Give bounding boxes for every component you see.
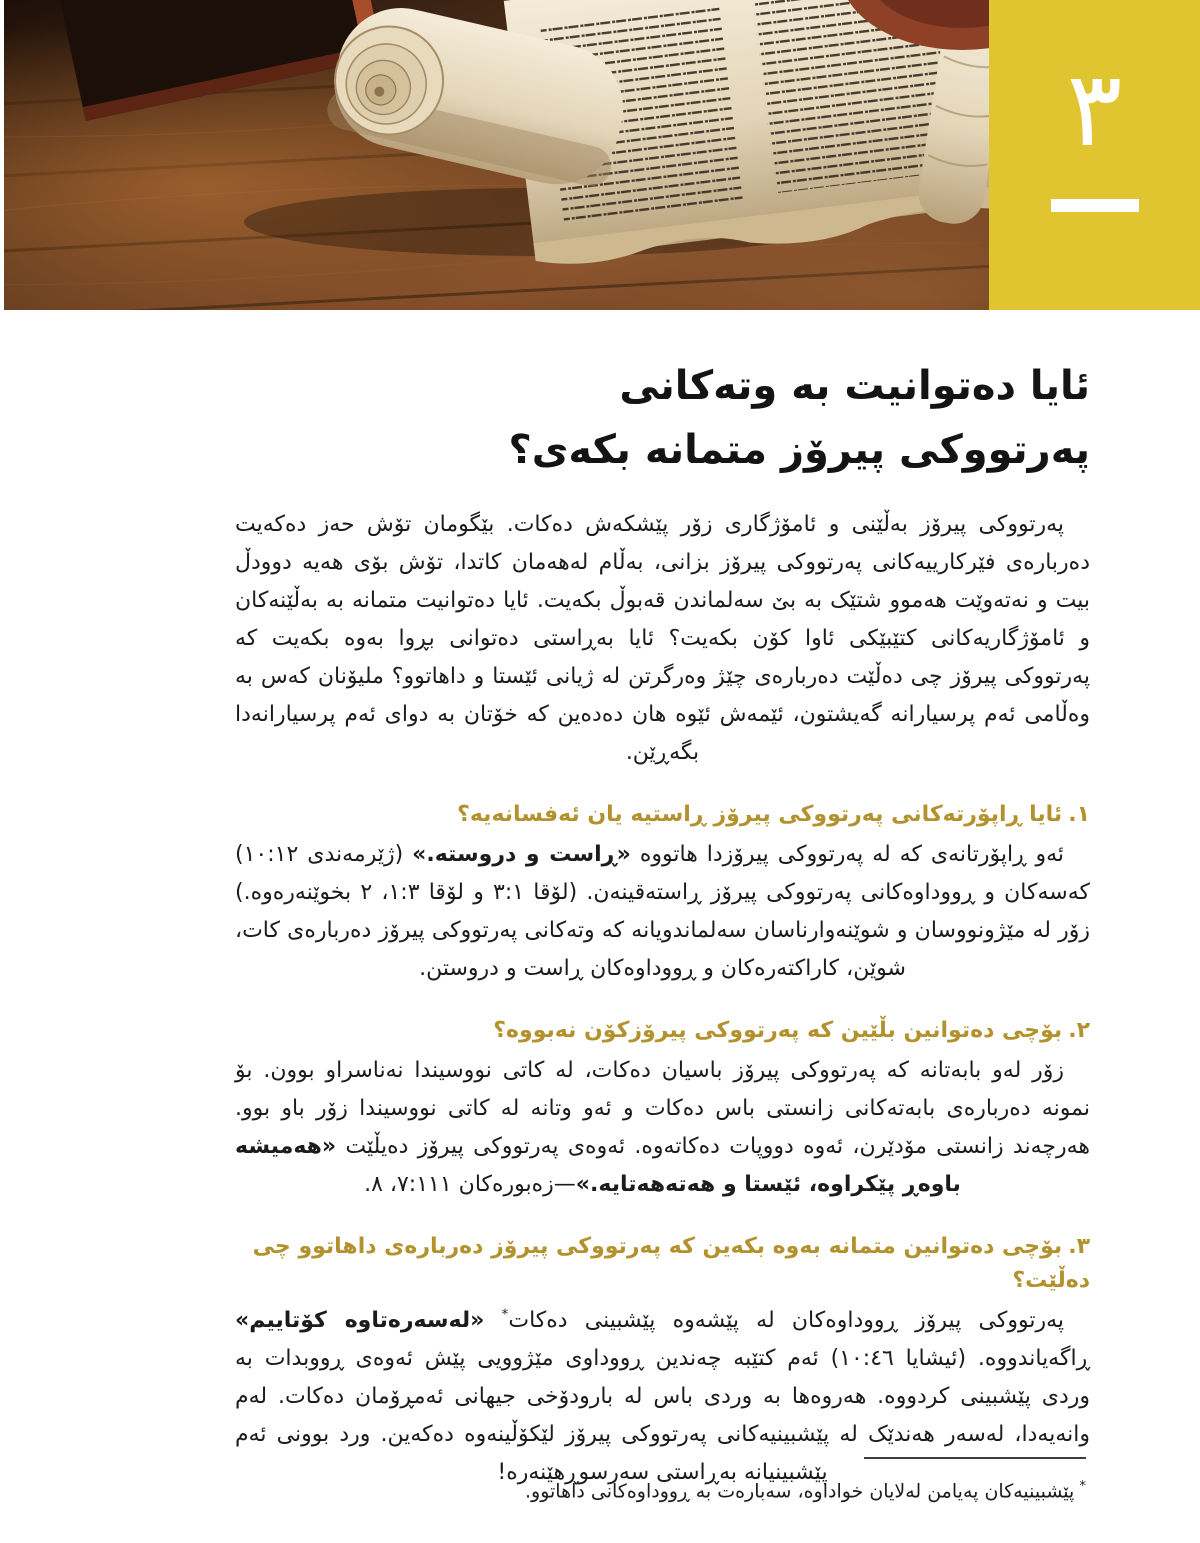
question-2-heading (235, 1014, 1090, 1048)
page-title-line-2: پەرتووکی پیرۆز متمانە بکەی؟ (508, 427, 1090, 473)
question-1-answer: ئەو ڕاپۆرتانەی کە لە پەرتووکی پیرۆزدا هاتووە «ڕاست و دروستە.» (ژێرمەندی ١٠:١٢) کەسەکان و ڕووداوەکانی پەرتووکی پیرۆز ڕاستەقینەن. (لۆقا ٣:١ و لۆقا ١:٣، ٢ بخوێنەرەوە.) زۆر لە مێژونووسان و شوێنەوارناسان سەلماندویانە کە وتەکانی پەرتووکی پیرۆز دەربارەی کات، شوێن، کاراکتەرەکان و ڕووداوەکان ڕاست و دروستن. (235, 842, 1090, 981)
question-2-answer: زۆر لەو بابەتانە کە پەرتووکی پیرۆز باسیان دەکات، لە کاتی نووسیندا نەناسراو بوون. بۆ نمونە دەربارەی بابەتەکانی زانستی باس دەکات و ئەو وتانە لە کاتی نووسیندا زۆر باو بوو. هەرچەند زانستی مۆدێرن، ئەوە دووپات دەکاتەوە. ئەوەی پەرتووکی پیرۆز دەیڵێت «هەمیشە باوەڕ پێکراوە، ئێستا و هەتەهەتایە.»—زەبورەکان ٧:١١١، ٨. (235, 1058, 1090, 1197)
article-column (235, 310, 1090, 1492)
question-3-heading-text: بۆچی دەتوانین متمانە بەوە بکەین کە پەرتووکی پیرۆز دەربارەی داهاتوو چی دەڵێت؟ (252, 1234, 1090, 1293)
chapter-number: ٣ (1066, 48, 1123, 170)
page-title (235, 354, 1090, 482)
footnote-divider-rule (864, 1457, 1086, 1459)
hero-band (0, 0, 1200, 310)
question-block-2 (235, 1014, 1090, 1204)
hero-photo (4, 0, 989, 310)
footnote-area (525, 1457, 1086, 1505)
footnote-text-line (525, 1473, 1086, 1505)
question-1-number: ١. (1068, 802, 1090, 827)
question-2-heading-text: بۆچی دەتوانین بڵێین کە پەرتووکی پیرۆزکۆن نەبووە؟ (493, 1018, 1063, 1043)
question-3-answer: پەرتووکی پیرۆز ڕووداوەکان لە پێشەوە پێشبینی دەکات* «لەسەرەتاوە کۆتاییم» ڕاگەیاندووە. (ئیشایا ١٠:٤٦) ئەم کتێبە چەندین ڕووداوی مێژوویی پێش ئەوەی ڕووبدات بە وردی پێشبینی کردووە. هەروەها بە وردی باس لە بارودۆخی جیهانی ئەمڕۆمان دەکات. لەم وانەیەدا، لەسەر هەندێک لە پێشبینیەکانی پەرتووکی پیرۆز لێکۆڵینەوە دەکەین. ورد بوونی ئەم پێشبینیانە بەڕاستی سەرسوڕهێنەرە! (235, 1306, 1090, 1485)
question-3-number: ٣. (1068, 1234, 1090, 1259)
question-block-1 (235, 798, 1090, 988)
chapter-underline-rule (1051, 199, 1139, 212)
question-3-heading (235, 1230, 1090, 1298)
question-1-heading (235, 798, 1090, 832)
intro-paragraph: پەرتووکی پیرۆز بەڵێنی و ئامۆژگاری زۆر پێشکەش دەکات. بێگومان تۆش حەز دەکەیت دەربارەی فێرکارییەکانی پەرتووکی پیرۆز بزانی، بەڵام لەهەمان کاتدا، تۆش بۆی هەیە دوودڵ بیت و نەتەوێت هەموو شتێک بە بێ سەلماندن قەبوڵ بکەیت. ئایا دەتوانیت متمانە بە بەڵێنەکان و ئامۆژگاریەکانی کتێبێکی ئاوا کۆن بکەیت؟ ئایا بەڕاستی دەتوانی بڕوا بەوە بکەیت کە پەرتووکی پیرۆز چی دەڵێت دەربارەی چێژ وەرگرتن لە ژیانی ئێستا و داهاتوو؟ ملیۆنان کەس بە وەڵامی ئەم پرسیارانە گەیشتون، ئێمەش ئێوە هان دەدەین کە خۆتان بە دوای ئەم پرسیارانەدا بگەڕێن. (235, 512, 1090, 765)
question-1-heading-text: ئایا ڕاپۆرتەکانی پەرتووکی پیرۆز ڕاستیە یان ئەفسانەیە؟ (457, 802, 1063, 827)
page-title-line-1: ئایا دەتوانیت بە وتەکانی (619, 363, 1090, 409)
footnote-marker: * (1079, 1478, 1086, 1494)
question-block-3 (235, 1230, 1090, 1492)
chapter-number-box (989, 0, 1200, 310)
question-2-number: ٢. (1068, 1018, 1090, 1043)
footnote-text: پێشبینیەکان پەیامن لەلایان خواداوە، سەبارەت بە ڕووداوەکانی داهاتوو. (524, 1480, 1075, 1502)
